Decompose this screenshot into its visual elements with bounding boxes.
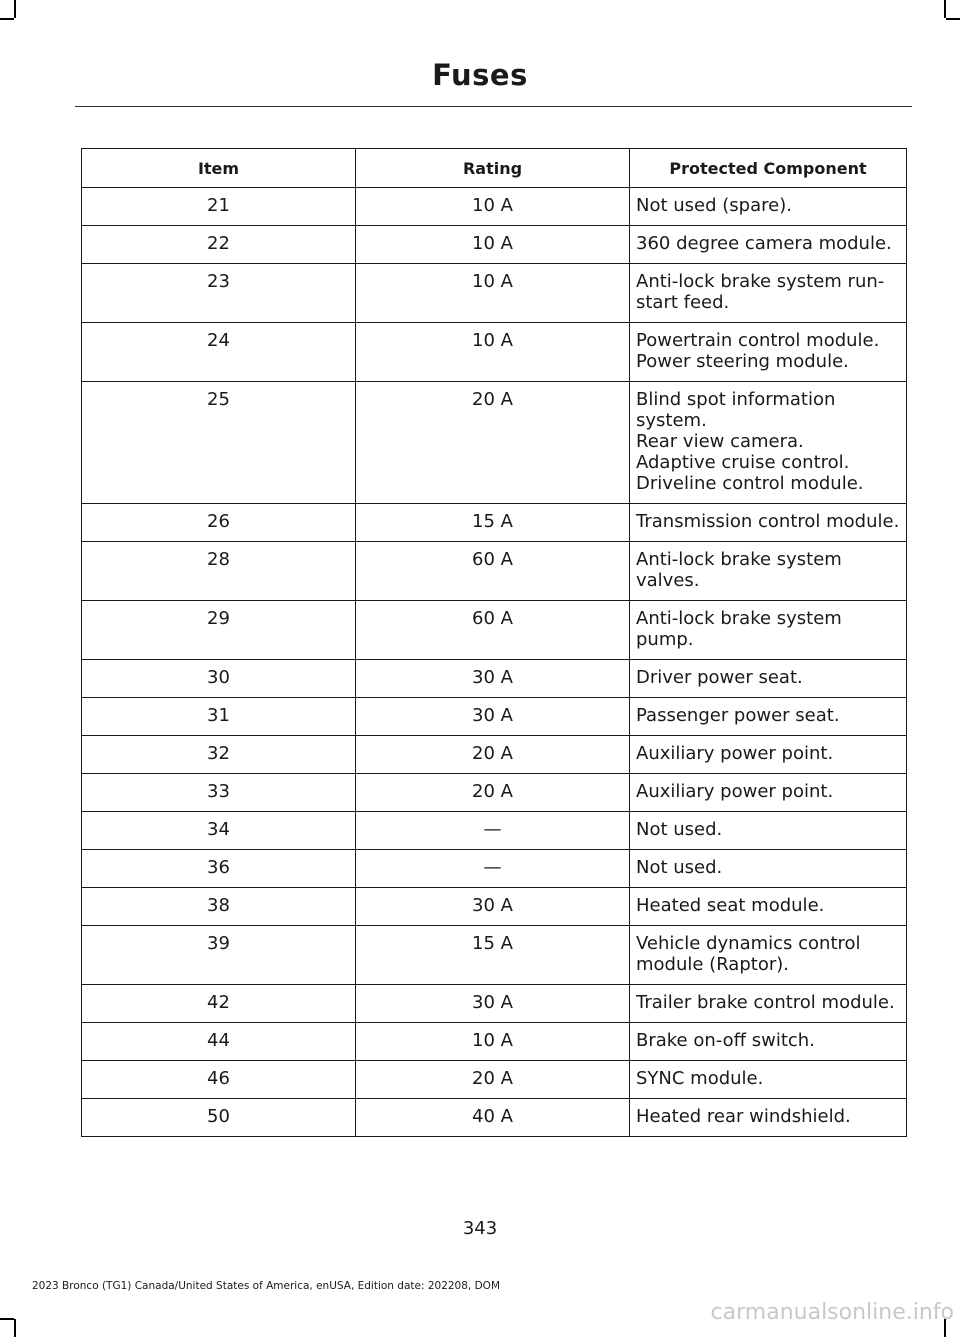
cell-rating: 10 A xyxy=(356,264,630,323)
cell-rating: 60 A xyxy=(356,542,630,601)
cell-rating: 10 A xyxy=(356,323,630,382)
table-row xyxy=(82,774,907,812)
cell-protected-component: Anti-lock brake system run-start feed. xyxy=(630,264,907,323)
cell-protected-component: Anti-lock brake system valves. xyxy=(630,542,907,601)
fuse-table xyxy=(81,148,907,1137)
table-row xyxy=(82,264,907,323)
cell-rating: 20 A xyxy=(356,736,630,774)
crop-mark-top-left xyxy=(0,18,14,20)
cell-rating: 20 A xyxy=(356,382,630,504)
cell-protected-component: Auxiliary power point. xyxy=(630,736,907,774)
cell-protected-component: Passenger power seat. xyxy=(630,698,907,736)
cell-protected-component: 360 degree camera module. xyxy=(630,226,907,264)
column-header-protected-component: Protected Component xyxy=(630,149,907,188)
edition-footer: 2023 Bronco (TG1) Canada/United States of America, enUSA, Edition date: 202208, DOM xyxy=(32,1280,501,1292)
cell-item: 36 xyxy=(82,850,356,888)
cell-item: 39 xyxy=(82,926,356,985)
table-row xyxy=(82,323,907,382)
table-row xyxy=(82,226,907,264)
cell-protected-component: Not used. xyxy=(630,812,907,850)
cell-item: 28 xyxy=(82,542,356,601)
cell-rating: 30 A xyxy=(356,698,630,736)
cell-rating: 10 A xyxy=(356,1023,630,1061)
cell-rating: 15 A xyxy=(356,504,630,542)
column-header-rating: Rating xyxy=(356,149,630,188)
cell-protected-component: Blind spot information system. Rear view camera. Adaptive cruise control. Driveline control module. xyxy=(630,382,907,504)
cell-rating: 10 A xyxy=(356,188,630,226)
cell-protected-component: Heated rear windshield. xyxy=(630,1099,907,1137)
cell-item: 25 xyxy=(82,382,356,504)
crop-mark-bottom-left xyxy=(0,1318,14,1320)
cell-item: 38 xyxy=(82,888,356,926)
crop-mark-top-right xyxy=(944,0,946,18)
table-row xyxy=(82,504,907,542)
table-row xyxy=(82,736,907,774)
cell-item: 33 xyxy=(82,774,356,812)
cell-protected-component: Driver power seat. xyxy=(630,660,907,698)
cell-rating: 60 A xyxy=(356,601,630,660)
cell-rating: 40 A xyxy=(356,1099,630,1137)
table-row xyxy=(82,850,907,888)
cell-rating: 20 A xyxy=(356,774,630,812)
table-row xyxy=(82,926,907,985)
cell-item: 44 xyxy=(82,1023,356,1061)
cell-item: 24 xyxy=(82,323,356,382)
cell-item: 29 xyxy=(82,601,356,660)
table-row xyxy=(82,888,907,926)
table-row xyxy=(82,1061,907,1099)
cell-item: 26 xyxy=(82,504,356,542)
cell-rating: — xyxy=(356,812,630,850)
table-row xyxy=(82,1023,907,1061)
cell-item: 31 xyxy=(82,698,356,736)
cell-item: 34 xyxy=(82,812,356,850)
cell-rating: 30 A xyxy=(356,660,630,698)
cell-rating: 10 A xyxy=(356,226,630,264)
cell-protected-component: Vehicle dynamics control module (Raptor). xyxy=(630,926,907,985)
table-row xyxy=(82,601,907,660)
cell-item: 42 xyxy=(82,985,356,1023)
cell-protected-component: Auxiliary power point. xyxy=(630,774,907,812)
table-row xyxy=(82,1099,907,1137)
cell-item: 46 xyxy=(82,1061,356,1099)
cell-protected-component: Not used. xyxy=(630,850,907,888)
cell-protected-component: Transmission control module. xyxy=(630,504,907,542)
cell-item: 23 xyxy=(82,264,356,323)
cell-item: 32 xyxy=(82,736,356,774)
crop-mark-top-left xyxy=(14,0,16,18)
cell-rating: 30 A xyxy=(356,888,630,926)
cell-item: 22 xyxy=(82,226,356,264)
cell-rating: — xyxy=(356,850,630,888)
cell-item: 21 xyxy=(82,188,356,226)
table-row xyxy=(82,542,907,601)
page-number: 343 xyxy=(462,1218,498,1239)
table-row xyxy=(82,812,907,850)
cell-protected-component: Not used (spare). xyxy=(630,188,907,226)
crop-mark-bottom-left xyxy=(14,1319,16,1337)
watermark: carmanualsonline.info xyxy=(710,1300,954,1325)
cell-rating: 30 A xyxy=(356,985,630,1023)
table-row xyxy=(82,188,907,226)
cell-protected-component: Powertrain control module. Power steering module. xyxy=(630,323,907,382)
table-row xyxy=(82,660,907,698)
table-row xyxy=(82,698,907,736)
cell-protected-component: Heated seat module. xyxy=(630,888,907,926)
column-header-item: Item xyxy=(82,149,356,188)
cell-rating: 15 A xyxy=(356,926,630,985)
cell-protected-component: SYNC module. xyxy=(630,1061,907,1099)
table-header-row xyxy=(82,149,907,188)
crop-mark-top-right xyxy=(946,18,960,20)
page-title: Fuses xyxy=(432,58,528,92)
cell-rating: 20 A xyxy=(356,1061,630,1099)
cell-item: 30 xyxy=(82,660,356,698)
cell-protected-component: Trailer brake control module. xyxy=(630,985,907,1023)
table-row xyxy=(82,985,907,1023)
cell-protected-component: Brake on-off switch. xyxy=(630,1023,907,1061)
cell-item: 50 xyxy=(82,1099,356,1137)
table-row xyxy=(82,382,907,504)
cell-protected-component: Anti-lock brake system pump. xyxy=(630,601,907,660)
title-divider xyxy=(75,106,912,107)
